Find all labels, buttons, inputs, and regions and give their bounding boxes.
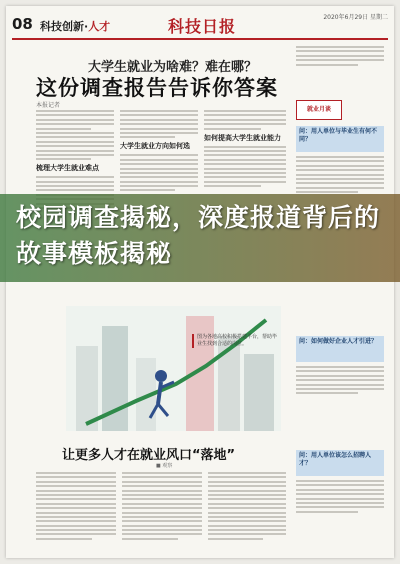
issue-date: 2020年6月29日 星期二 bbox=[323, 14, 388, 21]
section-name: 人才 bbox=[88, 20, 111, 33]
sidebar-tag: 就业月谈 bbox=[296, 100, 342, 120]
page-number: 08 bbox=[12, 15, 33, 33]
illustration-caption: 图为各地高校积极搭建平台，帮助毕业生找到合适的岗位。 bbox=[192, 334, 279, 348]
sidebar-question-1: 问：用人单位与毕业生有何不同？ bbox=[296, 126, 384, 152]
subhead-2: 大学生就业方向如何选 bbox=[120, 142, 190, 151]
sidebar-question-2: 问：如何做好企业人才引进？ bbox=[296, 336, 384, 362]
section-label bbox=[40, 18, 110, 34]
text-column-5 bbox=[122, 472, 202, 542]
subhead-1: 梳理大学生就业难点 bbox=[36, 164, 99, 173]
article-kicker: 大学生就业为啥难？难在哪？ bbox=[88, 60, 258, 75]
qa-sidebar bbox=[292, 46, 388, 556]
text-column-3 bbox=[204, 110, 286, 189]
newspaper-page bbox=[6, 6, 394, 558]
second-article-headline: 让更多人才在就业风口“落地” bbox=[62, 448, 236, 463]
subhead-3: 如何提高大学生就业能力 bbox=[204, 133, 281, 142]
article-byline: 本报记者 bbox=[36, 102, 61, 109]
second-article-byline: ■ 观察 bbox=[156, 463, 173, 469]
city-climb-illustration bbox=[66, 306, 281, 431]
overlay-title: 校园调查揭秘，深度报道背后的故事模板揭秘 bbox=[16, 203, 381, 268]
text-column-2 bbox=[120, 110, 198, 194]
paper-name: 科技日报 bbox=[168, 17, 237, 36]
masthead bbox=[12, 12, 388, 40]
article-headline: 这份调查报告告诉你答案 bbox=[36, 76, 278, 100]
text-column-6 bbox=[208, 472, 286, 542]
sidebar-question-3: 问：用人单位该怎么招聘人才？ bbox=[296, 450, 384, 476]
text-column-4 bbox=[36, 472, 116, 542]
section-prefix: 科技创新· bbox=[40, 20, 89, 33]
